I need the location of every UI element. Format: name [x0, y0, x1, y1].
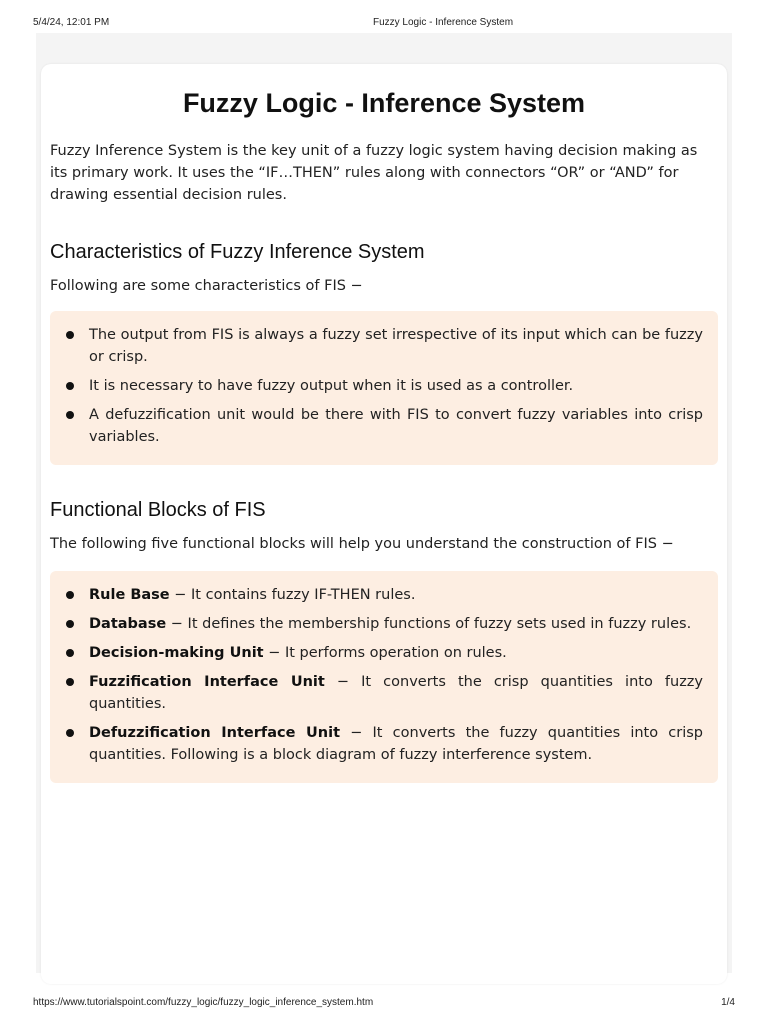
- list-item: [65, 404, 703, 448]
- bullet-icon: [66, 729, 74, 737]
- list-item-text: The output from FIS is always a fuzzy set irrespective of its input which can be fuzzy or crisp.: [89, 327, 703, 365]
- block-term: Rule Base: [89, 587, 170, 603]
- list-item: [65, 671, 703, 715]
- list-item: [65, 375, 703, 397]
- characteristics-list-box: [50, 311, 718, 465]
- functional-blocks-list: [65, 584, 703, 766]
- page-url[interactable]: https://www.tutorialspoint.com/fuzzy_logic/fuzzy_logic_inference_system.htm: [33, 997, 374, 1008]
- list-item: [65, 613, 703, 635]
- block-description: − It performs operation on rules.: [263, 645, 507, 661]
- block-description: − It converts the fuzzy quantities into crisp quantities. Following is a block diagram of fuzzy interference system.: [89, 725, 704, 763]
- block-description: − It contains fuzzy IF-THEN rules.: [169, 587, 416, 603]
- page-number: 1/4: [721, 997, 735, 1008]
- bullet-icon: [66, 620, 74, 628]
- block-description: − It defines the membership functions of fuzzy sets used in fuzzy rules.: [166, 616, 692, 632]
- list-item-text: It is necessary to have fuzzy output when it is used as a controller.: [89, 378, 574, 394]
- bullet-icon: [66, 678, 74, 686]
- page-title: Fuzzy Logic - Inference System: [182, 88, 586, 118]
- list-item-text: A defuzzification unit would be there with FIS to convert fuzzy variables into crisp variables.: [89, 407, 703, 445]
- functional-blocks-heading: Functional Blocks of FIS: [50, 499, 266, 521]
- bullet-icon: [66, 649, 74, 657]
- list-item: [65, 642, 703, 664]
- characteristics-list: [65, 324, 703, 448]
- article-content: [50, 64, 718, 783]
- block-term: Fuzzification Interface Unit: [89, 674, 325, 690]
- block-term: Defuzzification Interface Unit: [89, 725, 341, 741]
- article-card: [41, 64, 727, 984]
- functional-blocks-list-box: [50, 571, 718, 783]
- block-term: Decision-making Unit: [89, 645, 264, 661]
- list-item: [65, 722, 703, 766]
- list-item: [65, 324, 703, 368]
- page-frame: [36, 33, 732, 973]
- print-footer: [0, 995, 768, 1011]
- characteristics-lead: Following are some characteristics of FIS −: [50, 278, 363, 294]
- functional-blocks-lead: The following five functional blocks will help you understand the construction of FIS −: [50, 536, 674, 552]
- intro-paragraph: Fuzzy Inference System is the key unit of a fuzzy logic system having decision making as its primary work. It uses the “IF…THEN” rules along with connectors “OR” or “AND” for drawing essential decision rules.: [50, 143, 698, 203]
- bullet-icon: [66, 411, 74, 419]
- block-term: Database: [89, 616, 167, 632]
- bullet-icon: [66, 382, 74, 390]
- bullet-icon: [66, 591, 74, 599]
- block-description: − It converts the crisp quantities into fuzzy quantities.: [89, 674, 704, 712]
- bullet-icon: [66, 331, 74, 339]
- print-title: Fuzzy Logic - Inference System: [372, 17, 514, 28]
- characteristics-heading: Characteristics of Fuzzy Inference System: [50, 241, 425, 263]
- print-date: 5/4/24, 12:01 PM: [33, 17, 110, 28]
- print-header: [0, 14, 768, 30]
- list-item: [65, 584, 703, 606]
